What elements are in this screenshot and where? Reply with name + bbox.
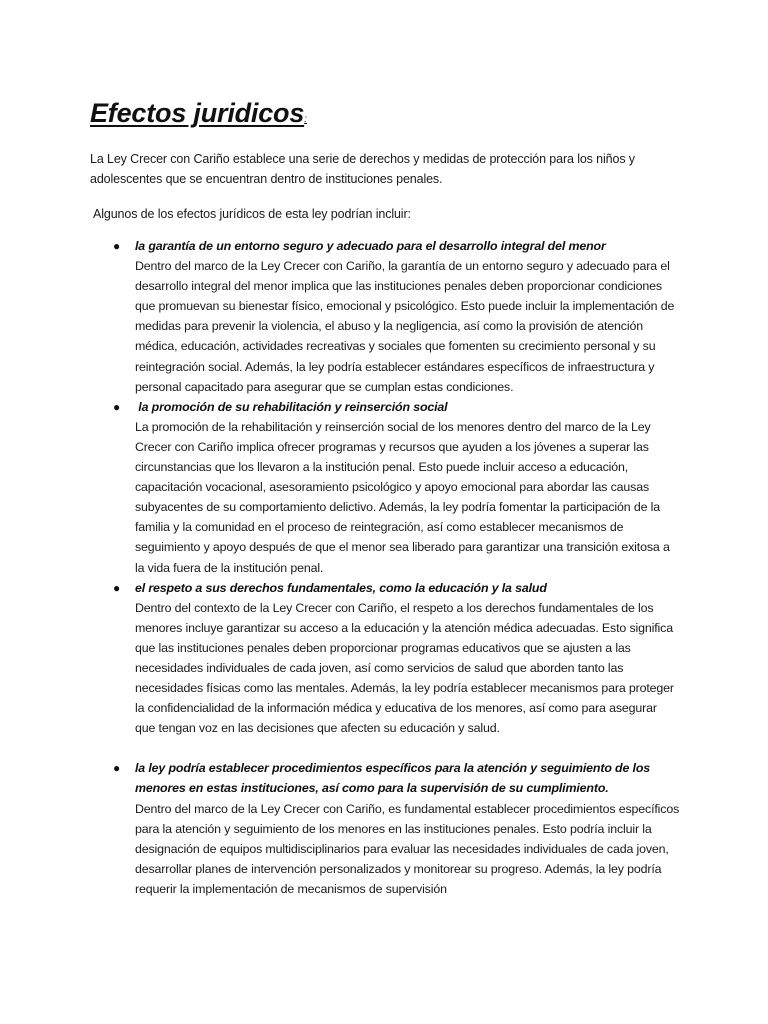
bullet-icon: ● (113, 399, 121, 414)
list-item-heading: la promoción de su rehabilitación y reinserción social (135, 399, 448, 414)
list-item-body: Dentro del marco de la Ley Crecer con Cariño, es fundamental establecer procedimientos específicos para la atención y seguimiento de los menores en las instituciones penales. Esto podría incluir la designación de equipos multidisciplinarios para evaluar las necesidades individuales de cada joven, desarrollar planes de intervención personalizados y monitorear su progreso. Además, la ley podría requerir la implementación de mecanismos de supervisión (135, 801, 680, 896)
document-title: Efectos juridicos (90, 98, 305, 128)
effects-list (0, 236, 768, 899)
intro-lead-in: Algunos de los efectos jurídicos de esta ley podrían incluir: (93, 207, 411, 221)
list-item-heading: la garantía de un entorno seguro y adecuado para el desarrollo integral del menor (135, 239, 606, 253)
list-item (0, 578, 680, 739)
list-item-heading: la ley podría establecer procedimientos específicos para la atención y seguimiento de los menores en estas instituciones, así como para la supervisión de su cumplimiento. (135, 761, 651, 796)
intro-paragraph: La Ley Crecer con Cariño establece una serie de derechos y medidas de protección para los niños y adolescentes que se encuentran dentro de instituciones penales. (90, 152, 635, 187)
list-item (0, 236, 680, 397)
document-title-colon: : (304, 114, 307, 125)
list-item-body: La promoción de la rehabilitación y reinserción social de los menores dentro del marco de la Ley Crecer con Cariño implica ofrecer programas y recursos que ayuden a los jóvenes a superar las circunstancias que los llevaron a la institución penal. Esto puede incluir acceso a educación, capacitación vocacional, asesoramiento psicológico y apoyo emocional para abordar las causas subyacentes de su comportamiento delictivo. Además, la ley podría fomentar la participación de la familia y la comunidad en el proceso de reintegración, así como establecer mecanismos de seguimiento y apoyo después de que el menor sea liberado para garantizar una transición exitosa a la vida fuera de la institución penal. (135, 419, 670, 575)
list-item-body: Dentro del marco de la Ley Crecer con Cariño, la garantía de un entorno seguro y adecuado para el desarrollo integral del menor implica que las instituciones penales deben proporcionar condiciones que promuevan su bienestar físico, emocional y psicológico. Esto puede incluir la implementación de medidas para prevenir la violencia, el abuso y la negligencia, así como la provisión de atención médica, educación, actividades recreativas y sociales que fomenten su crecimiento personal y su reintegración social. Además, la ley podría establecer estándares específicos de infraestructura y personal capacitado para asegurar que se cumplan estas condiciones. (135, 259, 675, 394)
list-item (0, 397, 680, 578)
bullet-icon: ● (113, 239, 121, 253)
list-item (0, 758, 680, 899)
list-item-heading: el respeto a sus derechos fundamentales, como la educación y la salud (135, 580, 547, 595)
bullet-icon: ● (113, 761, 121, 776)
document-title-block (90, 98, 307, 129)
bullet-icon: ● (113, 580, 121, 595)
list-item-body: Dentro del contexto de la Ley Crecer con Cariño, el respeto a los derechos fundamentales de los menores incluye garantizar su acceso a la educación y la atención médica adecuadas. Esto significa que las instituciones penales deben proporcionar programas educativos que se ajusten a las necesidades individuales de cada joven, así como servicios de salud que aborden tanto las necesidades físicas como las mentales. Además, la ley podría establecer mecanismos para proteger la confidencialidad de la información médica y educativa de los menores, así como para asegurar que tengan voz en las decisiones que afecten su educación y salud. (135, 600, 674, 736)
